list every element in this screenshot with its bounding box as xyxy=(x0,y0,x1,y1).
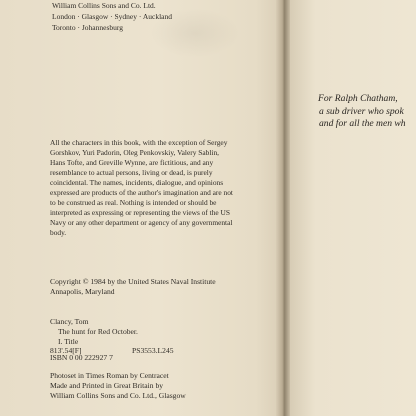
printing-block xyxy=(50,371,186,401)
right-page xyxy=(290,0,416,416)
isbn: ISBN 0 00 222927 7 xyxy=(50,353,113,362)
disclaimer-block xyxy=(50,138,233,238)
disclaimer-line: Gorshkov, Yuri Padorin, Oleg Penkovskiy, Valery Sablin, xyxy=(50,148,220,157)
printing-line: William Collins Sons and Co. Ltd., Glasgow xyxy=(50,391,186,400)
publisher-line: Toronto · Johannesburg xyxy=(52,23,123,32)
dedication-line: and for all the men wh xyxy=(319,118,406,129)
disclaimer-line: interpreted as expressing or representing the views of the US xyxy=(50,208,230,217)
cip-dewey: 813'.54[F] xyxy=(50,346,82,356)
cip-lc: PS3553.L245 xyxy=(132,346,174,356)
cip-author: Clancy, Tom xyxy=(50,317,89,326)
disclaimer-line: All the characters in this book, with the exception of Sergey xyxy=(50,138,228,147)
dedication-line: a sub driver who spok xyxy=(319,105,404,117)
disclaimer-line: coincidental. The names, incidents, dialogue, and opinions xyxy=(50,178,224,187)
publisher-line: London · Glasgow · Sydney · Auckland xyxy=(52,12,172,21)
cip-subject: I. Title xyxy=(58,336,79,346)
disclaimer-line: expressed are products of the author's imagination and are not xyxy=(50,188,233,197)
disclaimer-line: Hans Tofte, and Greville Wynne, are fictitious, and any xyxy=(50,158,214,167)
dedication-block xyxy=(318,93,406,131)
publisher-block xyxy=(52,0,172,33)
printing-line: Made and Printed in Great Britain by xyxy=(50,381,164,390)
copyright-block xyxy=(50,277,216,297)
disclaimer-line: resemblance to actual persons, living or dead, is purely xyxy=(50,168,213,177)
book-gutter xyxy=(276,0,290,416)
copyright-line: Copyright © 1984 by the United States Naval Institute xyxy=(50,277,216,286)
disclaimer-line: Navy or any other department or agency of any governmental xyxy=(50,218,233,227)
copyright-line: Annapolis, Maryland xyxy=(50,287,115,296)
dedication-line: For Ralph Chatham, xyxy=(318,93,398,104)
printing-line: Photoset in Times Roman by Centracet xyxy=(50,371,169,380)
cip-block xyxy=(50,317,174,356)
publisher-line: William Collins Sons and Co. Ltd. xyxy=(52,1,156,10)
disclaimer-line: to be construed as real. Nothing is intended or should be xyxy=(50,198,217,207)
disclaimer-line: body. xyxy=(50,228,67,237)
cip-title: The hunt for Red October. xyxy=(58,326,138,336)
